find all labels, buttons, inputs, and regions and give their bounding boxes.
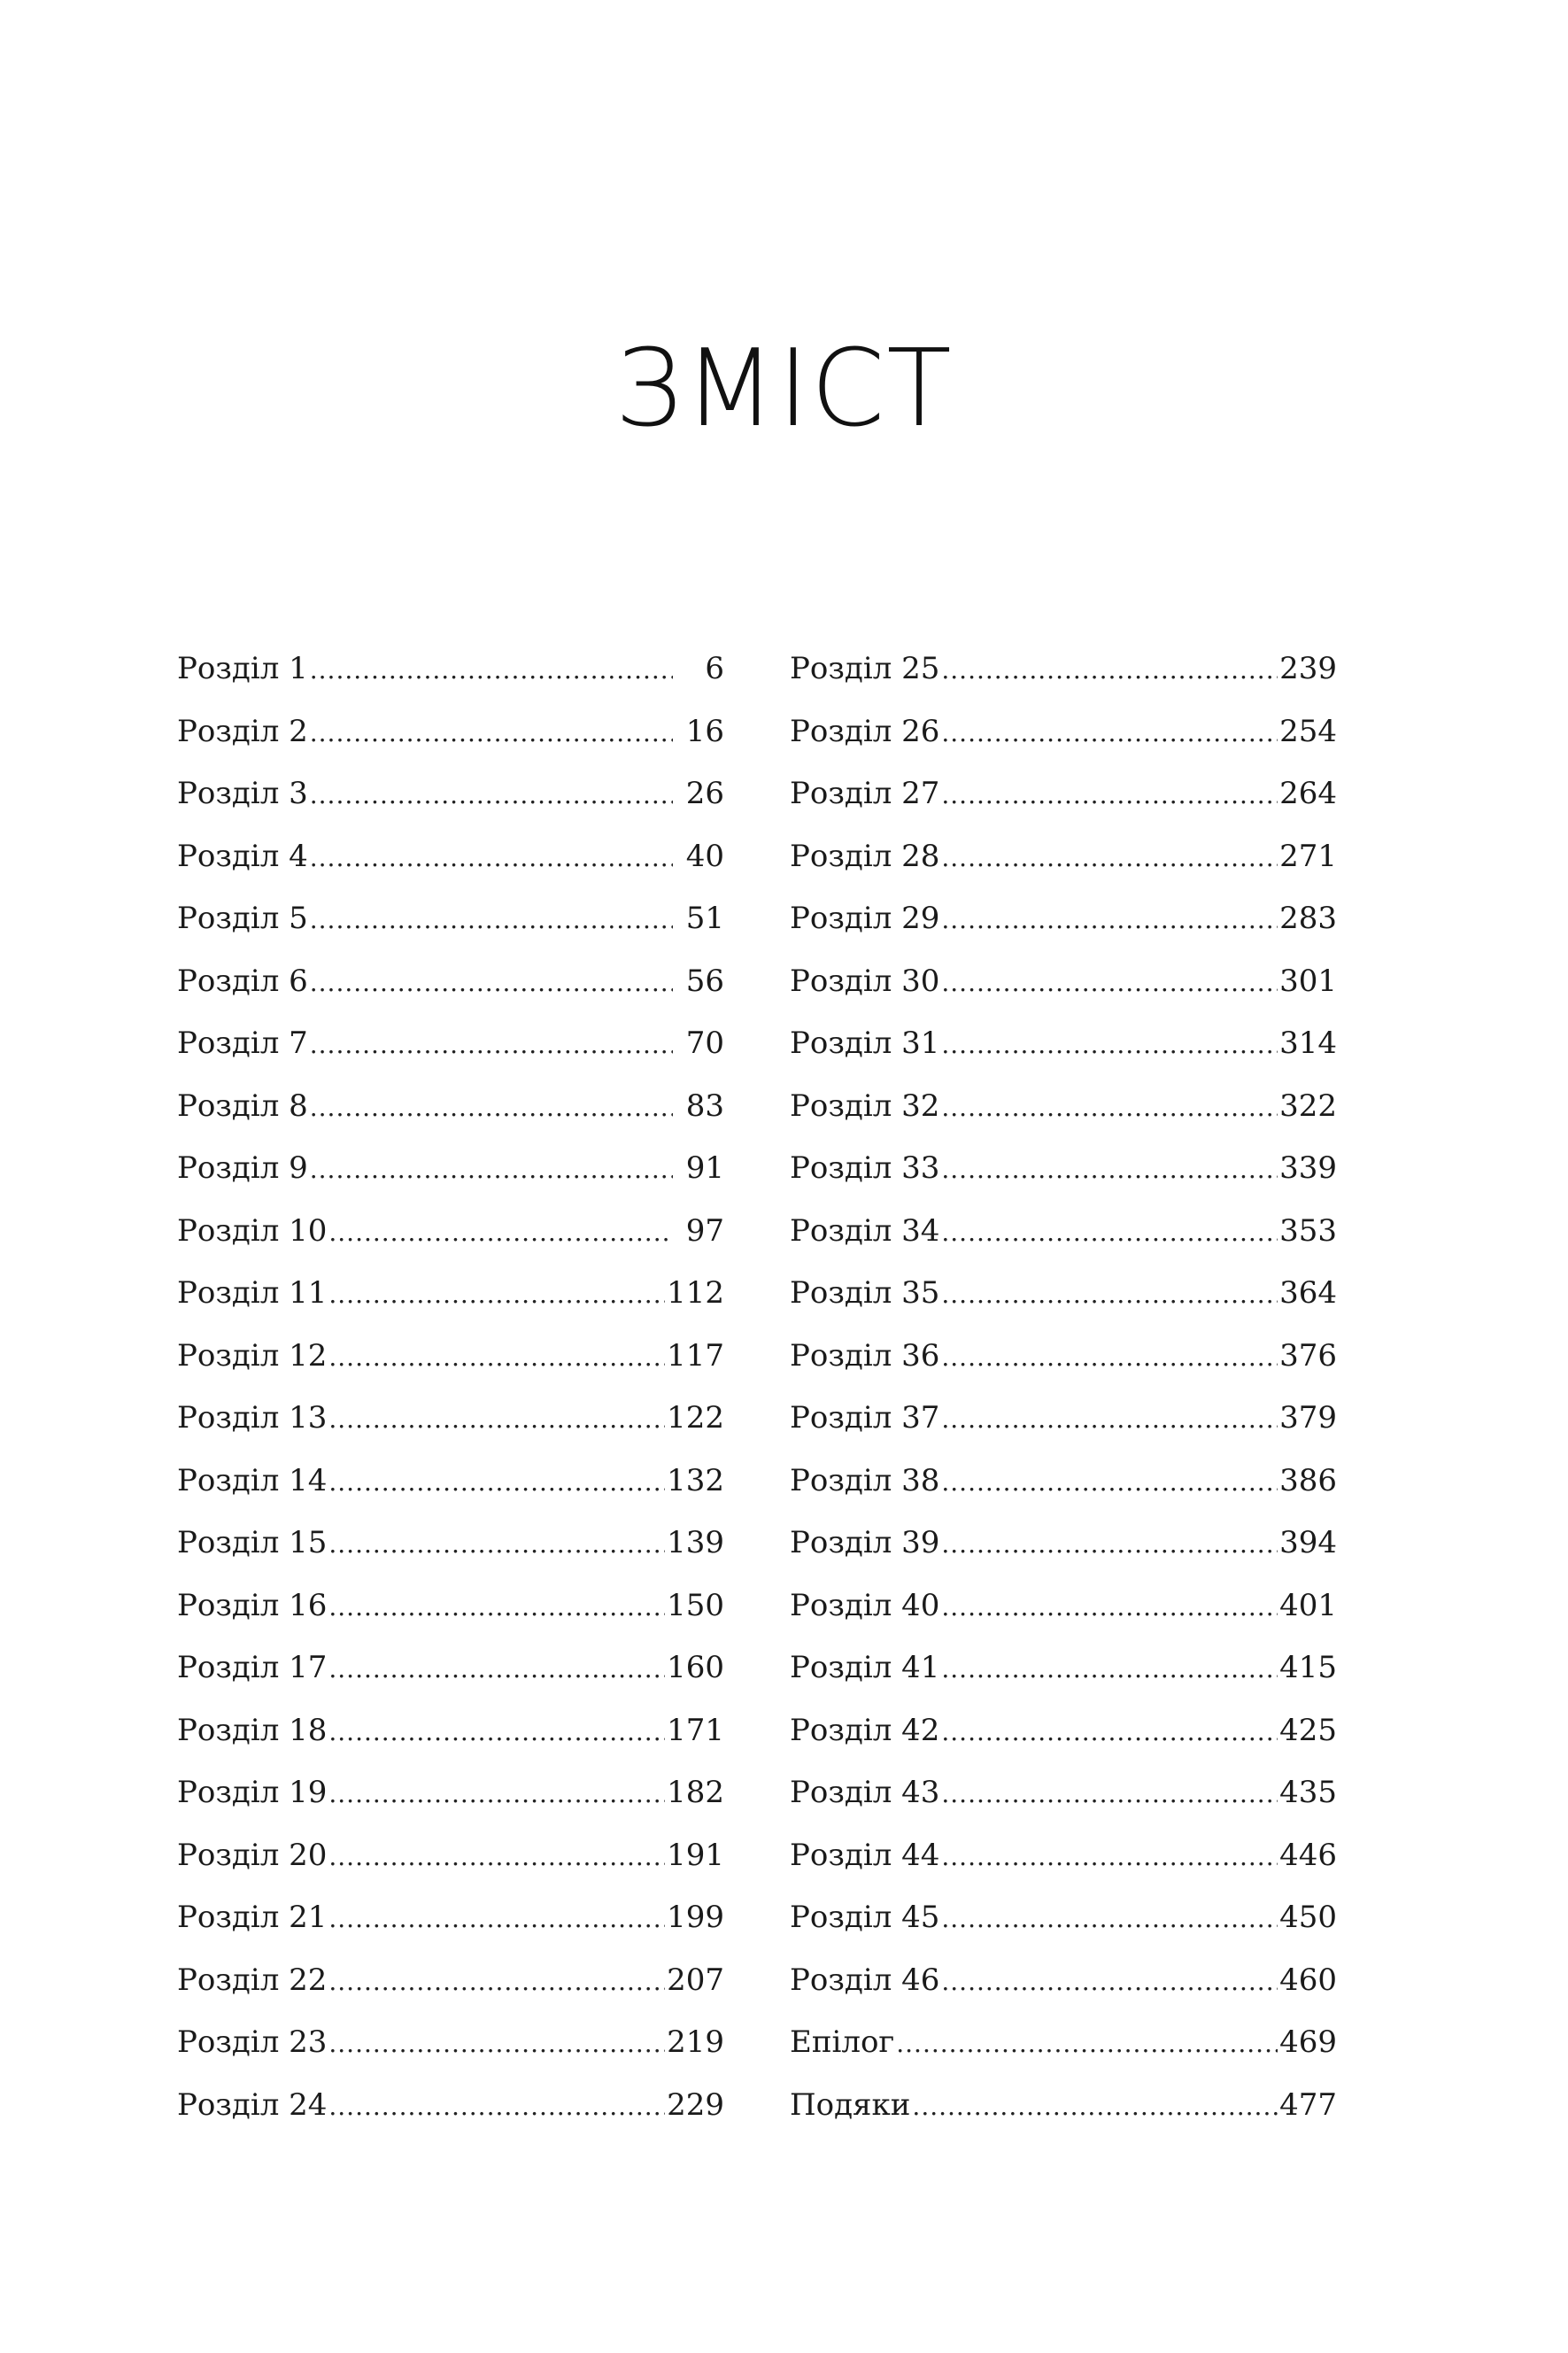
toc-entry-page-number: 379 (1279, 1400, 1337, 1436)
toc-entry-label: Розділ 46 (790, 1962, 940, 1998)
toc-entry-label: Розділ 33 (790, 1150, 940, 1186)
toc-entry-page-number: 339 (1279, 1150, 1337, 1186)
toc-entry-page-number: 139 (667, 1525, 724, 1560)
toc-dot-leader (941, 898, 1278, 942)
toc-entry-label: Розділ 4 (177, 838, 308, 874)
toc-entry[interactable] (790, 1021, 1337, 1084)
toc-entry-label: Розділ 26 (790, 713, 940, 749)
toc-entry-label: Епілог (790, 2024, 895, 2060)
toc-entry-label: Розділ 2 (177, 713, 308, 749)
toc-dot-leader (941, 648, 1278, 693)
page-title: ЗМІСТ (614, 328, 954, 451)
toc-entry-label: Розділ 31 (790, 1026, 940, 1061)
toc-entry-page-number: 40 (685, 838, 724, 874)
toc-dot-leader (328, 1397, 665, 1442)
toc-entry-page-number: 83 (685, 1087, 724, 1124)
toc-entry[interactable] (177, 2020, 724, 2083)
toc-entry-label: Розділ 37 (790, 1400, 940, 1436)
toc-entry-label: Розділ 20 (177, 1837, 328, 1873)
toc-entry[interactable] (790, 646, 1337, 709)
toc-dot-leader (941, 1023, 1278, 1067)
toc-entry[interactable] (790, 959, 1337, 1022)
toc-entry-page-number: 150 (667, 1587, 724, 1623)
toc-entry-page-number: 132 (667, 1462, 724, 1498)
toc-entry[interactable] (177, 2083, 724, 2146)
toc-entry[interactable] (177, 646, 724, 709)
toc-entry[interactable] (790, 1708, 1337, 1771)
toc-dot-leader (941, 1522, 1278, 1567)
toc-entry-page-number: 271 (1279, 838, 1337, 874)
toc-entry[interactable] (177, 1583, 724, 1646)
toc-entry-page-number: 51 (685, 901, 724, 936)
toc-entry-label: Розділ 9 (177, 1150, 308, 1186)
toc-dot-leader (328, 1647, 665, 1691)
toc-entry-page-number: 16 (685, 713, 724, 749)
toc-entry-page-number: 376 (1279, 1337, 1337, 1374)
toc-entry-label: Розділ 11 (177, 1275, 328, 1311)
toc-entry-page-number: 26 (685, 776, 724, 811)
toc-entry-page-number: 394 (1279, 1525, 1337, 1560)
toc-dot-leader (328, 1585, 665, 1629)
toc-entry-page-number: 191 (667, 1837, 724, 1873)
toc-entry[interactable] (177, 1209, 724, 1272)
toc-dot-leader (310, 836, 673, 880)
toc-entry-label: Розділ 22 (177, 1962, 328, 1998)
toc-entry-page-number: 229 (667, 2086, 724, 2123)
toc-entry-page-number: 70 (685, 1026, 724, 1061)
toc-dot-leader (310, 773, 673, 817)
toc-dot-leader (310, 711, 673, 755)
toc-entry[interactable] (177, 896, 724, 959)
toc-entry-page-number: 199 (667, 1900, 724, 1935)
toc-dot-leader (941, 1460, 1278, 1505)
toc-entry-label: Розділ 42 (790, 1712, 940, 1748)
toc-entry-page-number: 450 (1279, 1900, 1337, 1935)
toc-entry-page-number: 283 (1279, 901, 1337, 936)
toc-dot-leader (941, 711, 1278, 755)
toc-dot-leader (328, 1273, 665, 1317)
toc-entry-label: Розділ 32 (790, 1087, 940, 1124)
toc-dot-leader (941, 1647, 1278, 1691)
toc-entry[interactable] (177, 1708, 724, 1771)
toc-column-left (177, 646, 724, 2145)
toc-dot-leader (941, 1335, 1278, 1380)
toc-dot-leader (328, 1522, 665, 1567)
toc-dot-leader (328, 2085, 665, 2129)
toc-entry-page-number: 97 (685, 1212, 724, 1249)
toc-entry-label: Розділ 30 (790, 963, 940, 999)
toc-entry-label: Розділ 29 (790, 901, 940, 936)
toc-entry[interactable] (177, 1958, 724, 2021)
toc-dot-leader (941, 1835, 1278, 1879)
toc-entry-label: Розділ 13 (177, 1400, 328, 1436)
toc-entry-page-number: 264 (1279, 776, 1337, 811)
toc-entry[interactable] (177, 959, 724, 1022)
toc-dot-leader (896, 2022, 1278, 2066)
toc-entry[interactable] (790, 709, 1337, 772)
toc-entry-page-number: 477 (1279, 2086, 1337, 2123)
toc-entry[interactable] (790, 1833, 1337, 1896)
toc-entry-label: Розділ 21 (177, 1900, 328, 1935)
toc-dot-leader (941, 961, 1278, 1005)
toc-entry-label: Розділ 19 (177, 1775, 328, 1810)
toc-dot-leader (941, 1211, 1278, 1255)
toc-entry[interactable] (177, 1770, 724, 1833)
toc-entry[interactable] (790, 834, 1337, 897)
toc-entry[interactable] (790, 1645, 1337, 1708)
toc-dot-leader (941, 836, 1278, 880)
toc-entry-page-number: 301 (1279, 963, 1337, 999)
toc-entry-label: Розділ 3 (177, 776, 308, 811)
toc-entry-page-number: 117 (667, 1337, 724, 1374)
toc-entry[interactable] (177, 1895, 724, 1958)
toc-entry[interactable] (177, 771, 724, 834)
toc-entry-page-number: 322 (1279, 1087, 1337, 1124)
toc-entry-page-number: 239 (1279, 651, 1337, 686)
toc-dot-leader (328, 1460, 665, 1505)
toc-entry[interactable] (177, 1084, 724, 1147)
toc-entry[interactable] (790, 1895, 1337, 1958)
toc-entry-page-number: 401 (1279, 1587, 1337, 1623)
toc-entry-label: Розділ 24 (177, 2086, 328, 2123)
toc-entry-label: Розділ 15 (177, 1525, 328, 1560)
toc-entry[interactable] (177, 709, 724, 772)
toc-entry-page-number: 425 (1279, 1712, 1337, 1748)
toc-entry-page-number: 314 (1279, 1026, 1337, 1061)
toc-dot-leader (328, 1897, 665, 1941)
toc-dot-leader (328, 1835, 665, 1879)
toc-entry[interactable] (790, 2020, 1337, 2083)
toc-dot-leader (328, 2022, 665, 2066)
toc-entry-label: Розділ 45 (790, 1900, 940, 1935)
toc-dot-leader (941, 1086, 1278, 1130)
toc-entry-label: Розділ 6 (177, 963, 308, 999)
toc-dot-leader (941, 1148, 1278, 1192)
toc-entry-page-number: 56 (685, 963, 724, 999)
toc-dot-leader (310, 961, 673, 1005)
toc-dot-leader (941, 1960, 1278, 2004)
toc-entry[interactable] (790, 896, 1337, 959)
toc-entry[interactable] (790, 771, 1337, 834)
toc-entry-page-number: 171 (667, 1712, 724, 1748)
toc-entry-label: Розділ 17 (177, 1650, 328, 1685)
toc-entry[interactable] (790, 1146, 1337, 1209)
toc-dot-leader (941, 1772, 1278, 1816)
toc-entry-label: Розділ 40 (790, 1587, 940, 1623)
toc-entry-label: Розділ 39 (790, 1525, 940, 1560)
toc-entry[interactable] (177, 1396, 724, 1459)
toc-entry-label: Розділ 38 (790, 1462, 940, 1498)
toc-dot-leader (328, 1335, 665, 1380)
toc-dot-leader (328, 1211, 673, 1255)
toc-entry-page-number: 353 (1279, 1212, 1337, 1249)
toc-dot-leader (941, 1585, 1278, 1629)
toc-entry[interactable] (177, 1833, 724, 1896)
toc-dot-leader (941, 1397, 1278, 1442)
toc-column-right (790, 646, 1337, 2145)
toc-dot-leader (941, 1273, 1278, 1317)
toc-entry[interactable] (790, 1334, 1337, 1397)
toc-entry[interactable] (790, 2083, 1337, 2146)
toc-entry[interactable] (790, 1583, 1337, 1646)
toc-entry-page-number: 112 (667, 1275, 724, 1311)
toc-entry-label: Розділ 10 (177, 1212, 328, 1249)
toc-entry[interactable] (177, 1521, 724, 1583)
toc-entry[interactable] (177, 1645, 724, 1708)
toc-entry-label: Розділ 43 (790, 1775, 940, 1810)
toc-dot-leader (310, 1086, 673, 1130)
toc-entry-label: Подяки (790, 2086, 911, 2123)
toc-dot-leader (912, 2085, 1278, 2129)
toc-entry[interactable] (790, 1958, 1337, 2021)
toc-entry-page-number: 207 (667, 1962, 724, 1998)
toc-entry-page-number: 386 (1279, 1462, 1337, 1498)
toc-entry[interactable] (177, 1459, 724, 1521)
toc-entry-label: Розділ 12 (177, 1337, 328, 1374)
toc-entry-label: Розділ 35 (790, 1275, 940, 1311)
toc-entry-label: Розділ 28 (790, 838, 940, 874)
toc-entry-page-number: 160 (667, 1650, 724, 1685)
toc-entry-page-number: 254 (1279, 713, 1337, 749)
toc-entry-label: Розділ 23 (177, 2024, 328, 2060)
toc-entry[interactable] (790, 1770, 1337, 1833)
toc-dot-leader (310, 1023, 673, 1067)
toc-entry[interactable] (790, 1209, 1337, 1272)
toc-entry-label: Розділ 44 (790, 1837, 940, 1873)
toc-dot-leader (941, 773, 1278, 817)
toc-dot-leader (941, 1897, 1278, 1941)
toc-entry-label: Розділ 18 (177, 1712, 328, 1748)
toc-entry-page-number: 219 (667, 2024, 724, 2060)
toc-dot-leader (941, 1710, 1278, 1754)
toc-entry-page-number: 469 (1279, 2024, 1337, 2060)
toc-entry[interactable] (177, 834, 724, 897)
toc-entry-label: Розділ 41 (790, 1650, 940, 1685)
toc-entry-page-number: 435 (1279, 1775, 1337, 1810)
toc-entry-page-number: 415 (1279, 1650, 1337, 1685)
toc-entry-page-number: 6 (705, 651, 724, 686)
toc-entry-page-number: 364 (1279, 1275, 1337, 1311)
toc-entry-label: Розділ 8 (177, 1087, 308, 1124)
toc-dot-leader (328, 1710, 665, 1754)
toc-entry[interactable] (790, 1521, 1337, 1583)
toc-dot-leader (310, 648, 673, 693)
toc-entry-page-number: 182 (667, 1775, 724, 1810)
toc-entry[interactable] (790, 1084, 1337, 1147)
toc-dot-leader (310, 898, 673, 942)
toc-entry-label: Розділ 34 (790, 1212, 940, 1249)
toc-entry-page-number: 460 (1279, 1962, 1337, 1998)
toc-entry-label: Розділ 16 (177, 1587, 328, 1623)
toc-entry-label: Розділ 7 (177, 1026, 308, 1061)
toc-entry[interactable] (177, 1146, 724, 1209)
toc-entry[interactable] (177, 1271, 724, 1334)
toc-entry[interactable] (790, 1459, 1337, 1521)
toc-entry-page-number: 91 (685, 1150, 724, 1186)
toc-entry-label: Розділ 14 (177, 1462, 328, 1498)
toc-entry-label: Розділ 1 (177, 651, 308, 686)
toc-entry[interactable] (790, 1271, 1337, 1334)
toc-entry[interactable] (177, 1021, 724, 1084)
toc-entry-label: Розділ 36 (790, 1337, 940, 1374)
toc-entry-page-number: 446 (1279, 1837, 1337, 1873)
toc-entry-page-number: 122 (667, 1400, 724, 1436)
toc-entry-label: Розділ 5 (177, 901, 308, 936)
toc-dot-leader (310, 1148, 673, 1192)
toc-dot-leader (328, 1960, 665, 2004)
toc-dot-leader (328, 1772, 665, 1816)
toc-entry[interactable] (790, 1396, 1337, 1459)
toc-entry[interactable] (177, 1334, 724, 1397)
toc-entry-label: Розділ 25 (790, 651, 940, 686)
toc-entry-label: Розділ 27 (790, 776, 940, 811)
